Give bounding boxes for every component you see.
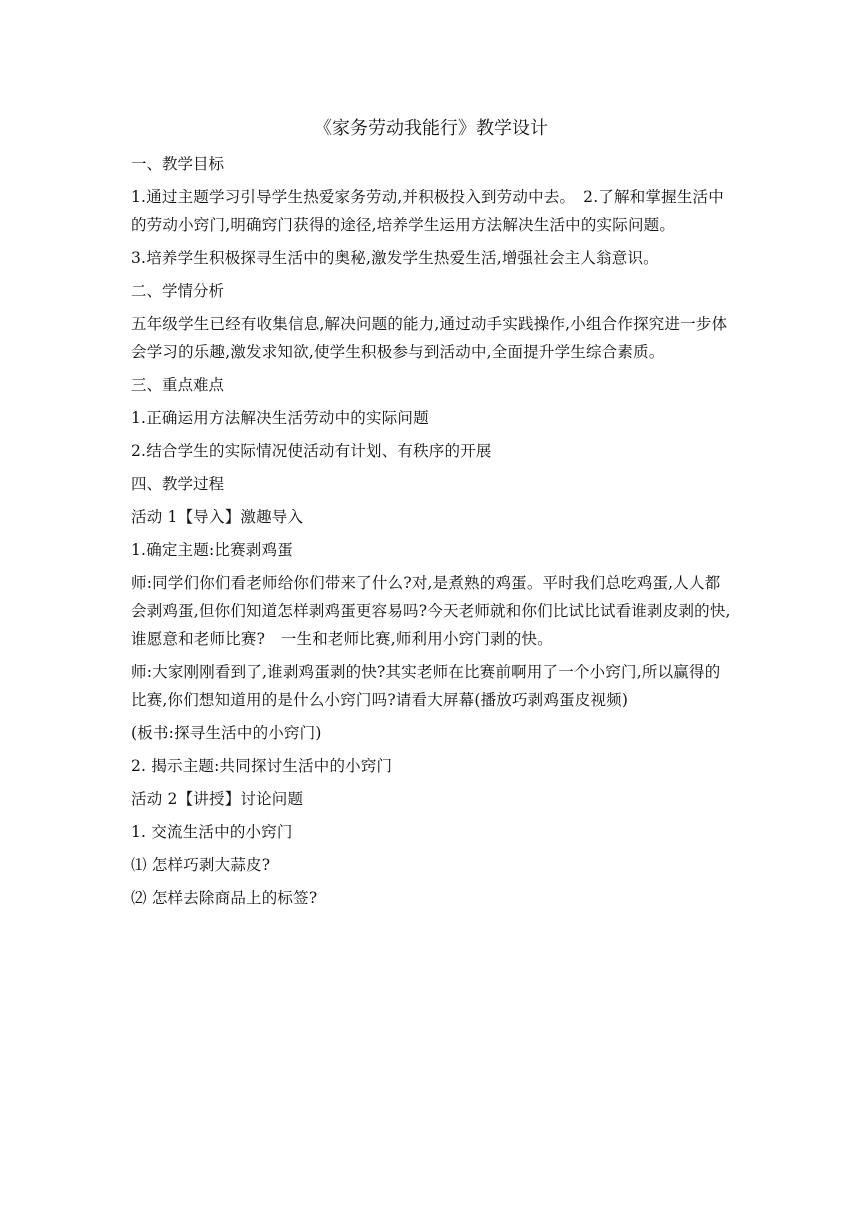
document-body (131, 114, 731, 917)
section-heading-teaching-process: 四、教学过程 (131, 475, 225, 493)
paragraph-objective-3: 3.培养学生积极探寻生活中的奥秘,激发学生热爱生活,增强社会主人翁意识。 (131, 249, 659, 267)
paragraph-objective-1-2: 1.通过主题学习引导学生热爱家务劳动,并积极投入到劳动中去。 2.了解和掌握生活中的劳动小窍门,明确窍门获得的途径,培养学生运用方法解决生活中的实际问题。 (131, 188, 724, 234)
paragraph-board-note: (板书:探寻生活中的小窍门) (131, 724, 322, 742)
section-heading-objectives: 一、教学目标 (131, 155, 225, 173)
paragraph-question-garlic: ⑴ 怎样巧剥大蒜皮? (131, 856, 271, 874)
paragraph-key-point-1: 1.正确运用方法解决生活劳动中的实际问题 (131, 409, 429, 427)
paragraph-teacher-egg: 师:同学们你们看老师给你们带来了什么?对,是煮熟的鸡蛋。平时我们总吃鸡蛋,人人都会剥鸡蛋,但你们知道怎样剥鸡蛋更容易吗?今天老师就和你们比试比试看谁剥皮剥的快,谁愿意和老师比赛? 一生和老师比赛,师利用小窍门剥的快。 (131, 574, 731, 648)
paragraph-key-point-2: 2.结合学生的实际情况使活动有计划、有秩序的开展 (131, 442, 492, 460)
document-title: 《家务劳动我能行》教学设计 (314, 118, 548, 139)
section-heading-student-analysis: 二、学情分析 (131, 282, 225, 300)
paragraph-student-analysis: 五年级学生已经有收集信息,解决问题的能力,通过动手实践操作,小组合作探究进一步体会学习的乐趣,激发求知欲,使学生积极参与到活动中,全面提升学生综合素质。 (131, 315, 728, 361)
paragraph-teacher-trick: 师:大家刚刚看到了,谁剥鸡蛋剥的快?其实老师在比赛前啊用了一个小窍门,所以赢得的比赛,你们想知道用的是什么小窍门吗?请看大屏幕(播放巧剥鸡蛋皮视频) (131, 663, 721, 709)
paragraph-activity-1: 活动 1【导入】激趣导入 (131, 508, 304, 526)
paragraph-exchange-tips: 1. 交流生活中的小窍门 (131, 823, 293, 841)
paragraph-activity-2: 活动 2【讲授】讨论问题 (131, 790, 304, 808)
paragraph-reveal-topic: 2. 揭示主题:共同探讨生活中的小窍门 (131, 757, 393, 775)
paragraph-question-label: ⑵ 怎样去除商品上的标签? (131, 889, 318, 907)
section-heading-key-points: 三、重点难点 (131, 376, 225, 394)
paragraph-topic-egg: 1.确定主题:比赛剥鸡蛋 (131, 541, 293, 559)
